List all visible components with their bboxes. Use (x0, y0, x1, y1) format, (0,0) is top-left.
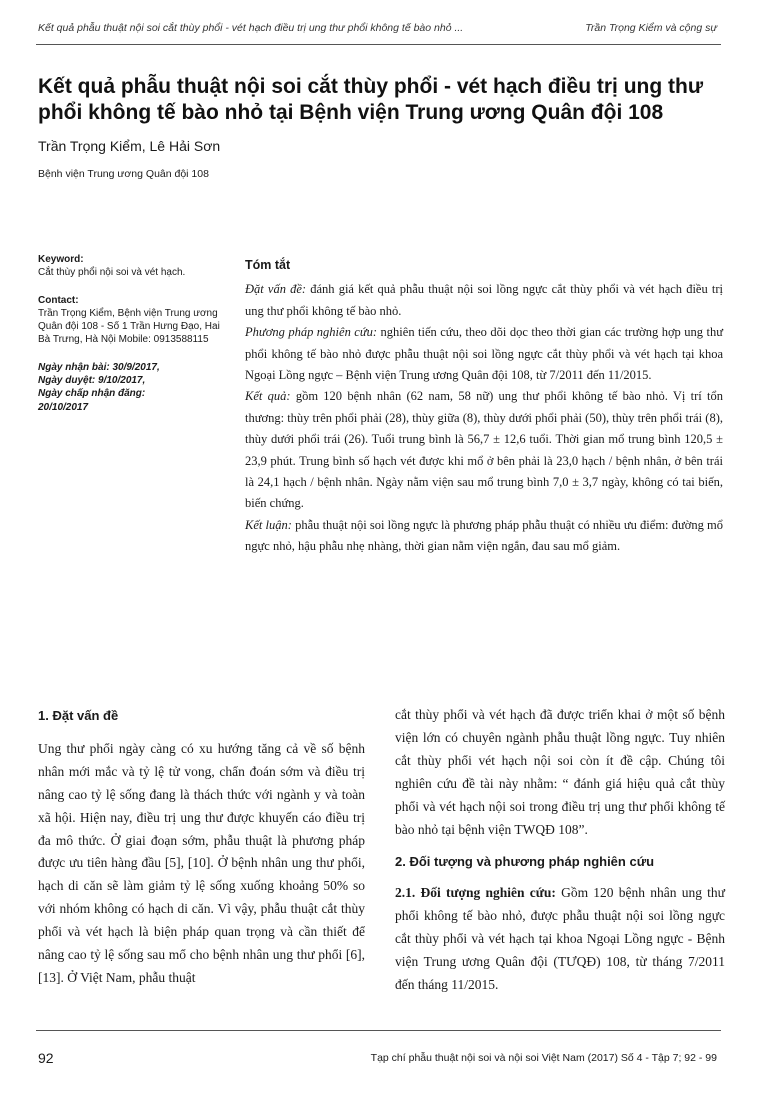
running-header-authors: Trần Trọng Kiểm và cộng sự (585, 22, 717, 34)
subjects-paragraph (395, 882, 725, 997)
header-divider (36, 44, 721, 45)
journal-citation: Tạp chí phẫu thuật nội soi và nội soi Việt Nam (2017) Số 4 - Tập 7; 92 - 99 (370, 1052, 717, 1064)
abstract-background (245, 279, 723, 322)
body-column-left (38, 705, 365, 990)
abstract (245, 255, 723, 558)
contact-text: Trần Trọng Kiểm, Bệnh viện Trung ương Quân đội 108 - Số 1 Trần Hưng Đạo, Hai Bà Trưng, Hà Nội Mobile: 0913588115 (38, 307, 220, 346)
affiliation: Bệnh viện Trung ương Quân đội 108 (38, 168, 209, 180)
abstract-conclusion-label: Kết luận: (245, 517, 292, 532)
section-heading-methods: 2. Đối tượng và phương pháp nghiên cứu (395, 854, 655, 870)
abstract-methods-text: nghiên tiến cứu, theo dõi dọc theo thời gian các trường hợp ung thư phổi không tế bào nhỏ được phẫu thuật nội soi lồng ngực cắt thùy phổi và vét hạch tại khoa Ngoại Lồng ngực – Bệnh viện Trung ương Quân đội 108, từ 7/2011 đến 11/2015. (245, 325, 723, 383)
section-heading-introduction: 1. Đặt vấn đề (38, 708, 119, 723)
body-column-right (395, 704, 725, 997)
received-date: Ngày nhận bài: 30/9/2017, (38, 361, 160, 373)
keyword-block (38, 253, 228, 280)
approved-date: Ngày duyệt: 9/10/2017, (38, 375, 146, 387)
abstract-background-label: Đặt vấn đề: (245, 282, 307, 297)
abstract-results-label: Kết quả: (245, 389, 291, 404)
abstract-conclusion (245, 515, 723, 558)
subjects-label: 2.1. Đối tượng nghiên cứu: (395, 885, 556, 901)
author-list: Trần Trọng Kiểm, Lê Hải Sơn (38, 138, 221, 154)
abstract-background-text: đánh giá kết quả phẫu thuật nội soi lồng ngực cắt thùy phổi và vét hạch điều trị ung thư phổi không tế bào nhỏ. (245, 282, 723, 318)
article-info-sidebar (38, 253, 228, 414)
page-number: 92 (38, 1050, 54, 1066)
keyword-text: Cắt thùy phổi nội soi và vét hạch. (38, 267, 186, 279)
contact-block (38, 294, 228, 347)
accepted-date: 20/10/2017 (38, 401, 89, 413)
subjects-text: Gồm 120 bệnh nhân ung thư phổi không tế bào nhỏ, được phẫu thuật nội soi lồng ngực cắt thùy phổi và vét hạch tại khoa Ngoại Lồng ngực - Bệnh viện Trung ương Quân đội (TƯQĐ) 108, từ tháng 7/2011 đến tháng 11/2015. (395, 885, 725, 992)
introduction-paragraph: Ung thư phổi ngày càng có xu hướng tăng cả về số bệnh nhân mới mắc và tỷ lệ tử vong, chẩn đoán sớm và điều trị nâng cao tỷ lệ sống đang là thách thức với ngành y và toàn xã hội. Hiện nay, điều trị ung thư được khuyến cáo điều trị đa mô thức. Ở giai đoạn sớm, phẫu thuật là phương pháp được ưu tiên hàng đầu [5], [10]. Ở bệnh nhân ung thư phổi, hạch di căn sẽ làm giảm tỷ lệ sống xuống khoảng 50% so với nhóm không có hạch di căn. Vì vậy, phẫu thuật cắt thùy phổi và vét hạch là biện pháp quan trọng và cần thiết để nâng cao tỷ lệ sống sau mổ cho bệnh nhân ung thư phổi [6], [13]. Ở Việt Nam, phẫu thuật (38, 740, 365, 985)
contact-label: Contact: (38, 294, 79, 306)
abstract-methods-label: Phương pháp nghiên cứu: (245, 325, 378, 340)
dates-block (38, 361, 228, 414)
abstract-heading: Tóm tắt (245, 258, 291, 272)
abstract-conclusion-text: phẫu thuật nội soi lồng ngực là phương pháp phẫu thuật có nhiều ưu điểm: đường mổ ngực nhỏ, hậu phẫu nhẹ nhàng, thời gian nằm viện ngắn, đau sau mổ giảm. (245, 517, 723, 554)
abstract-results (245, 386, 723, 514)
running-header-title: Kết quả phẫu thuật nội soi cắt thùy phổi - vét hạch điều trị ung thư phổi không tế bào nhỏ ... (38, 22, 464, 34)
footer-divider (36, 1030, 721, 1031)
paper-title: Kết quả phẫu thuật nội soi cắt thùy phổi - vét hạch điều trị ung thư phổi không tế bào nhỏ tại Bệnh viện Trung ương Quân đội 108 (38, 75, 704, 124)
abstract-methods (245, 322, 723, 386)
keyword-label: Keyword: (38, 254, 84, 265)
accepted-label: Ngày chấp nhận đăng: (38, 388, 146, 400)
abstract-results-text: gồm 120 bệnh nhân (62 nam, 58 nữ) ung thư phổi không tế bào nhỏ. Vị trí tổn thương: thùy trên phổi phải (28), thùy giữa (8), thùy dưới phổi phải (50), thùy trên phổi trái (8), thùy dưới phổi trái (26). Tuổi trung bình là 56,7 ± 12,6 tuổi. Thời gian mổ trung bình 120,5 ± 23,9 phút. Trung bình số hạch vét được khi mổ ở bên phải là 23,0 hạch / bệnh nhân, ở bên trái là 24,1 hạch / bệnh nhân. Ngày nằm viện sau mổ trung bình 7,0 ± 3,7 ngày, không có tai biến, biến chứng. (245, 389, 723, 511)
introduction-continued: cắt thùy phổi và vét hạch đã được triển khai ở một số bệnh viện lớn có chuyên ngành phẫu thuật lồng ngực. Tuy nhiên cắt thùy phổi vét hạch nội soi còn ít đề cập. Chúng tôi nghiên cứu đề tài này nhằm: “ đánh giá hiệu quả cắt thùy phổi và vét hạch nội soi trong điều trị ung thư phổi không tế bào nhỏ tại bệnh viện TWQĐ 108”. (395, 707, 725, 837)
